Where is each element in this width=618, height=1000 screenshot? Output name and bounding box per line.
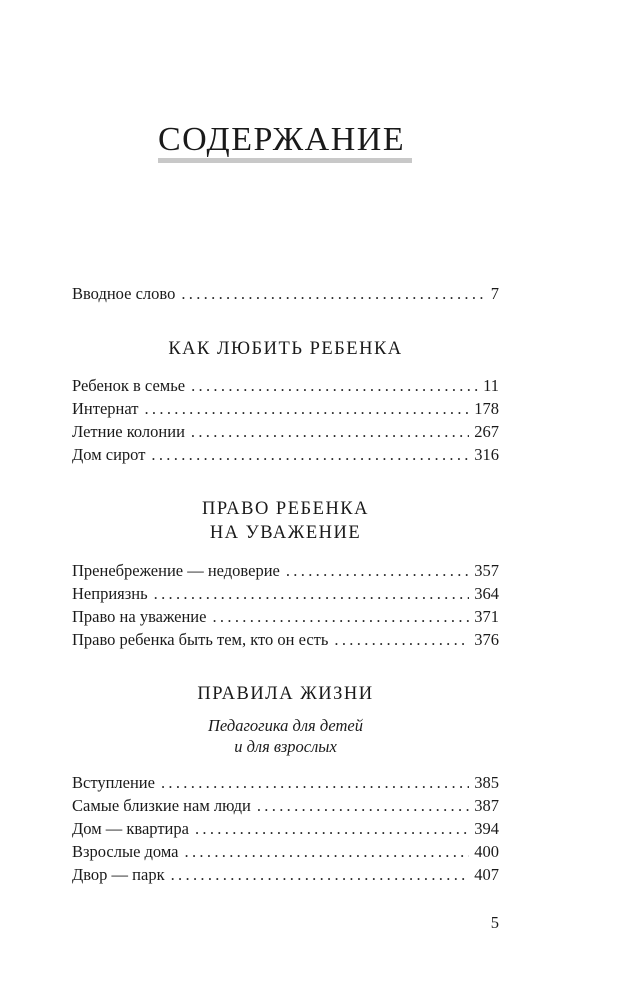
toc-entry-label: Пренебрежение — недоверие <box>72 561 280 580</box>
toc-entry-page: 267 <box>474 422 499 441</box>
toc-entry-label: Взрослые дома <box>72 842 179 861</box>
toc-entry[interactable] <box>72 606 499 628</box>
toc-entry-page: 400 <box>474 842 499 861</box>
toc-entry-page: 316 <box>474 445 499 464</box>
dot-leader <box>191 421 469 443</box>
dot-leader <box>144 398 469 420</box>
page-number: 5 <box>490 913 499 932</box>
toc-entry[interactable] <box>72 375 499 397</box>
dot-leader <box>286 560 469 582</box>
toc-entry[interactable] <box>72 772 499 794</box>
toc-entry-label: Неприязнь <box>72 584 148 603</box>
dot-leader <box>191 375 478 397</box>
toc-entry-label: Дом сирот <box>72 445 146 464</box>
dot-leader <box>195 818 469 840</box>
section-subtitle: Педагогика для детей <box>208 716 363 735</box>
dot-leader <box>161 772 469 794</box>
section-heading: НА УВАЖЕНИЕ <box>209 523 362 543</box>
toc-entry-page: 178 <box>474 399 499 418</box>
dot-leader <box>257 795 469 817</box>
toc-entry[interactable] <box>72 444 499 466</box>
toc-entry[interactable] <box>72 795 499 817</box>
dot-leader <box>154 583 470 605</box>
toc-entry[interactable] <box>72 421 499 443</box>
toc-entry[interactable] <box>72 818 499 840</box>
dot-leader <box>181 283 485 305</box>
toc-entry[interactable] <box>72 629 499 651</box>
toc-entry-label: Двор — парк <box>72 865 165 884</box>
toc-entry-page: 407 <box>474 865 499 884</box>
toc-entry-label: Летние колонии <box>72 422 185 441</box>
dot-leader <box>151 444 469 466</box>
toc-entry-label: Вводное слово <box>72 284 176 303</box>
dot-leader <box>185 841 470 863</box>
toc-entry-page: 364 <box>474 584 499 603</box>
section-heading: ПРАВО РЕБЕНКА <box>201 499 370 519</box>
toc-entry-page: 7 <box>490 284 499 303</box>
section-heading: ПРАВИЛА ЖИЗНИ <box>197 684 374 704</box>
toc-entry-page: 387 <box>474 796 499 815</box>
toc-entry-page: 357 <box>474 561 499 580</box>
toc-entry[interactable] <box>72 398 499 420</box>
dot-leader <box>212 606 469 628</box>
toc-entry-label: Вступление <box>72 773 155 792</box>
toc-entry-label: Право ребенка быть тем, кто он есть <box>72 630 329 649</box>
toc-entry-label: Право на уважение <box>72 607 207 626</box>
toc-entry-page: 394 <box>474 819 499 838</box>
toc-entry[interactable] <box>72 283 499 305</box>
section-heading: КАК ЛЮБИТЬ РЕБЕНКА <box>168 339 403 359</box>
toc-entry[interactable] <box>72 841 499 863</box>
section-subtitle: и для взрослых <box>234 737 337 756</box>
toc-entry[interactable] <box>72 864 499 886</box>
toc-entry-page: 371 <box>474 607 499 626</box>
toc-entry-page: 385 <box>474 773 499 792</box>
toc-entry[interactable] <box>72 583 499 605</box>
toc-entry-page: 376 <box>474 630 499 649</box>
toc-entry-label: Интернат <box>72 399 139 418</box>
dot-leader <box>334 629 469 651</box>
toc-entry-page: 11 <box>483 376 499 395</box>
contents-title: СОДЕРЖАНИЕ <box>158 121 406 158</box>
toc-entry-label: Дом — квартира <box>72 819 189 838</box>
toc-entry[interactable] <box>72 560 499 582</box>
dot-leader <box>171 864 470 886</box>
toc-entry-label: Ребенок в семье <box>72 376 186 395</box>
toc-entry-label: Самые близкие нам люди <box>72 796 251 815</box>
title-underline <box>158 158 412 163</box>
